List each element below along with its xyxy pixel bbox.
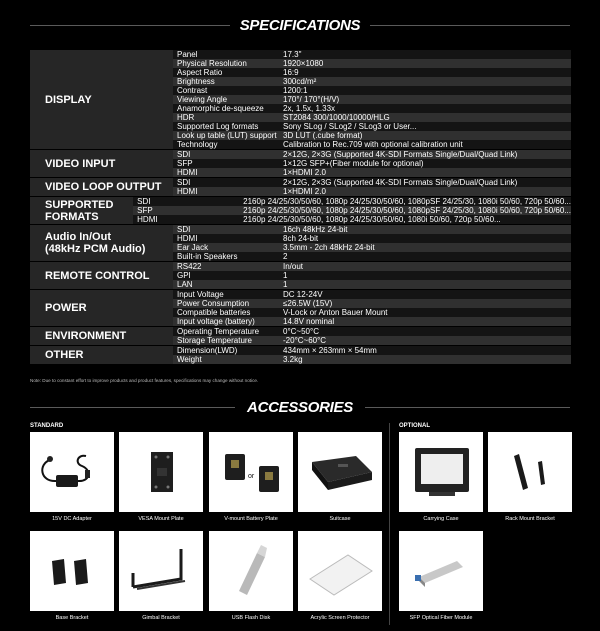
battery-or-text: or (248, 473, 255, 480)
spec-group-label: OTHER (30, 346, 173, 364)
spec-key: Supported Log formats (173, 122, 281, 131)
spec-key: GPI (173, 271, 281, 280)
spec-row (173, 140, 571, 149)
divider (370, 25, 570, 26)
spec-value: V-Lock or Anton Bauer Mount (281, 308, 571, 317)
spec-row (133, 215, 571, 224)
spec-value: 1×HDMI 2.0 (281, 168, 571, 177)
suitcase-image (298, 432, 382, 512)
spec-key: Physical Resolution (173, 59, 281, 68)
sfp-module-image (399, 531, 483, 611)
spec-group (30, 150, 571, 178)
accessory-carrying-case (399, 432, 483, 522)
spec-group (30, 290, 571, 327)
accessory-base-bracket (30, 531, 114, 621)
accessory-suitcase (298, 432, 382, 522)
spec-row (133, 206, 571, 215)
spec-value: 2 (281, 252, 571, 261)
spec-group-label: VIDEO INPUT (30, 150, 173, 177)
spec-value: -20°C~60°C (281, 336, 571, 345)
base-bracket-caption: Base Bracket (55, 615, 89, 621)
base-bracket-image (30, 531, 114, 611)
spec-row (173, 86, 571, 95)
spec-key: HDMI (173, 187, 281, 196)
spec-row (173, 234, 571, 243)
spec-key: Panel (173, 50, 281, 59)
accessory-gimbal-bracket (119, 531, 203, 621)
rack-bracket-caption: Rack Mount Bracket (505, 516, 555, 522)
spec-key: Compatible batteries (173, 308, 281, 317)
spec-key: SDI (173, 225, 281, 234)
spec-group-label: DISPLAY (30, 50, 173, 149)
accessories-header (0, 394, 600, 422)
acrylic-protector-image (298, 531, 382, 611)
spec-key: HDR (173, 113, 281, 122)
spec-value: DC 12-24V (281, 290, 571, 299)
spec-key: Brightness (173, 77, 281, 86)
spec-group (30, 225, 571, 262)
spec-key: Aspect Ratio (173, 68, 281, 77)
spec-row (173, 150, 571, 159)
spec-group (30, 178, 571, 197)
spec-key: Weight (173, 355, 281, 364)
spec-key: HDMI (133, 215, 241, 224)
spec-key: Input voltage (battery) (173, 317, 281, 326)
vesa-plate-image (119, 432, 203, 512)
accessory-vmount-plate (209, 432, 293, 522)
spec-value: 300cd/m² (281, 77, 571, 86)
spec-row (173, 225, 571, 234)
spec-row (173, 159, 571, 168)
divider (365, 407, 570, 408)
spec-value: 14.8V nominal (281, 317, 571, 326)
spec-value: 3.2kg (281, 355, 571, 364)
spec-value: Sony SLog / SLog2 / SLog3 or User... (281, 122, 571, 131)
spec-group-label: POWER (30, 290, 173, 326)
spec-value: 16ch 48kHz 24-bit (281, 225, 571, 234)
spec-key: Viewing Angle (173, 95, 281, 104)
gimbal-bracket-caption: Gimbal Bracket (142, 615, 180, 621)
spec-value: ST2084 300/1000/10000/HLG (281, 113, 571, 122)
spec-row (173, 77, 571, 86)
spec-value: 16:9 (281, 68, 571, 77)
spec-key: RS422 (173, 262, 281, 271)
accessory-usb-disk (209, 531, 293, 621)
spec-value: 2x, 1.5x, 1.33x (281, 104, 571, 113)
spec-group-label: ENVIRONMENT (30, 327, 173, 345)
spec-row (173, 104, 571, 113)
dc-adapter-image (30, 432, 114, 512)
spec-row (173, 95, 571, 104)
spec-value: 0°C~50°C (281, 327, 571, 336)
spec-value: 3.5mm - 2ch 48kHz 24-bit (281, 243, 571, 252)
spec-key: Power Consumption (173, 299, 281, 308)
spec-key: HDMI (173, 234, 281, 243)
spec-value: 1920×1080 (281, 59, 571, 68)
spec-group (30, 346, 571, 365)
usb-disk-image (209, 531, 293, 611)
optional-label: OPTIONAL (399, 423, 430, 429)
spec-key: SDI (173, 178, 281, 187)
spec-value: 170°/ 170°(H/V) (281, 95, 571, 104)
spec-value: 1 (281, 280, 571, 289)
spec-key: LAN (173, 280, 281, 289)
spec-row (173, 243, 571, 252)
spec-key: SDI (173, 150, 281, 159)
accessory-acrylic-protector (298, 531, 382, 621)
spec-row (173, 299, 571, 308)
spec-key: Storage Temperature (173, 336, 281, 345)
spec-value: 1 (281, 271, 571, 280)
spec-value: 3D LUT (.cube format) (281, 131, 571, 140)
spec-value: 2160p 24/25/30/50/60, 1080p 24/25/30/50/60, 1080pSF 24/25/30, 1080i 50/60, 720p 50/60... (243, 206, 571, 215)
carrying-case-caption: Carrying Case (423, 516, 459, 522)
spec-key: Ear Jack (173, 243, 281, 252)
spec-key: Anamorphic de-squeeze (173, 104, 281, 113)
spec-row (173, 280, 571, 289)
spec-row (173, 346, 571, 355)
specifications-header (0, 12, 600, 40)
spec-value: 2×12G, 2×3G (Supported 4K-SDI Formats Single/Dual/Quad Link) (281, 178, 571, 187)
spec-row (173, 336, 571, 345)
vmount-plate-image (209, 432, 293, 512)
spec-value: 2160p 24/25/30/50/60, 1080p 24/25/30/50/60, 1080i 50/60, 720p 50/60... (241, 215, 571, 224)
spec-value: 2160p 24/25/30/50/60, 1080p 24/25/30/50/60, 1080pSF 24/25/30, 1080i 50/60, 720p 50/60... (243, 197, 571, 206)
spec-key: SFP (133, 206, 241, 215)
sfp-module-caption: SFP Optical Fiber Module (409, 615, 473, 621)
spec-group (30, 50, 571, 150)
spec-row (173, 50, 571, 59)
spec-group-label: VIDEO LOOP OUTPUT (30, 178, 173, 196)
spec-value: ≤26.5W (15V) (281, 299, 571, 308)
spec-row (173, 59, 571, 68)
suitcase-caption: Suitcase (329, 516, 351, 522)
spec-row (173, 271, 571, 280)
spec-row (173, 327, 571, 336)
carrying-case-image (399, 432, 483, 512)
spec-group (30, 197, 571, 225)
spec-group (30, 327, 571, 346)
spec-row (173, 168, 571, 177)
accessories-title: ACCESSORIES (247, 399, 353, 416)
spec-row (133, 197, 571, 206)
spec-group-label: Audio In/Out (48kHz PCM Audio) (30, 225, 173, 261)
spec-key: Contrast (173, 86, 281, 95)
spec-row (173, 317, 571, 326)
spec-value: 1200:1 (281, 86, 571, 95)
spec-key: Operating Temperature (173, 327, 281, 336)
spec-group (30, 262, 571, 290)
spec-key: Input Voltage (173, 290, 281, 299)
specifications-title: SPECIFICATIONS (239, 17, 361, 34)
spec-value: 1×12G SFP+(Fiber module for optional) (281, 159, 571, 168)
spec-group-label: REMOTE CONTROL (30, 262, 173, 289)
spec-table (30, 50, 571, 365)
usb-disk-caption: USB Flash Disk (231, 615, 271, 621)
spec-row (173, 68, 571, 77)
vesa-plate-caption: VESA Mount Plate (138, 516, 184, 522)
spec-key: Technology (173, 140, 281, 149)
rack-bracket-image (488, 432, 572, 512)
gimbal-bracket-image (119, 531, 203, 611)
accessory-dc-adapter (30, 432, 114, 522)
spec-row (173, 122, 571, 131)
spec-group-label: SUPPORTED FORMATS (30, 197, 133, 224)
optional-divider (389, 423, 390, 625)
spec-row (173, 178, 571, 187)
spec-value: 434mm × 263mm × 54mm (281, 346, 571, 355)
spec-key: Look up table (LUT) support (173, 131, 281, 140)
spec-value: 1×HDMI 2.0 (281, 187, 571, 196)
spec-row (173, 131, 571, 140)
spec-note: Note: Due to constant effort to improve products and product features, specifications may change without notice. (30, 378, 259, 383)
spec-value: In/out (281, 262, 571, 271)
spec-row (173, 252, 571, 261)
accessory-vesa-plate (119, 432, 203, 522)
spec-row (173, 187, 571, 196)
spec-value: 17.3" (281, 50, 571, 59)
spec-key: Built-in Speakers (173, 252, 281, 261)
spec-value: 8ch 24-bit (281, 234, 571, 243)
dc-adapter-caption: 15V DC Adapter (52, 516, 92, 522)
spec-key: HDMI (173, 168, 281, 177)
accessory-rack-bracket (488, 432, 572, 522)
vmount-plate-caption: V-mount Battery Plate (224, 516, 278, 522)
spec-row (173, 113, 571, 122)
standard-label: STANDARD (30, 423, 64, 429)
acrylic-protector-caption: Acrylic Screen Protector (310, 615, 370, 621)
spec-key: SDI (133, 197, 241, 206)
spec-value: 2×12G, 2×3G (Supported 4K-SDI Formats Single/Dual/Quad Link) (281, 150, 571, 159)
spec-key: Dimension(LWD) (173, 346, 281, 355)
spec-row (173, 355, 571, 364)
accessory-sfp-module (399, 531, 483, 621)
spec-row (173, 290, 571, 299)
spec-row (173, 308, 571, 317)
spec-value: Calibration to Rec.709 with optional calibration unit (281, 140, 571, 149)
spec-row (173, 262, 571, 271)
spec-key: SFP (173, 159, 281, 168)
